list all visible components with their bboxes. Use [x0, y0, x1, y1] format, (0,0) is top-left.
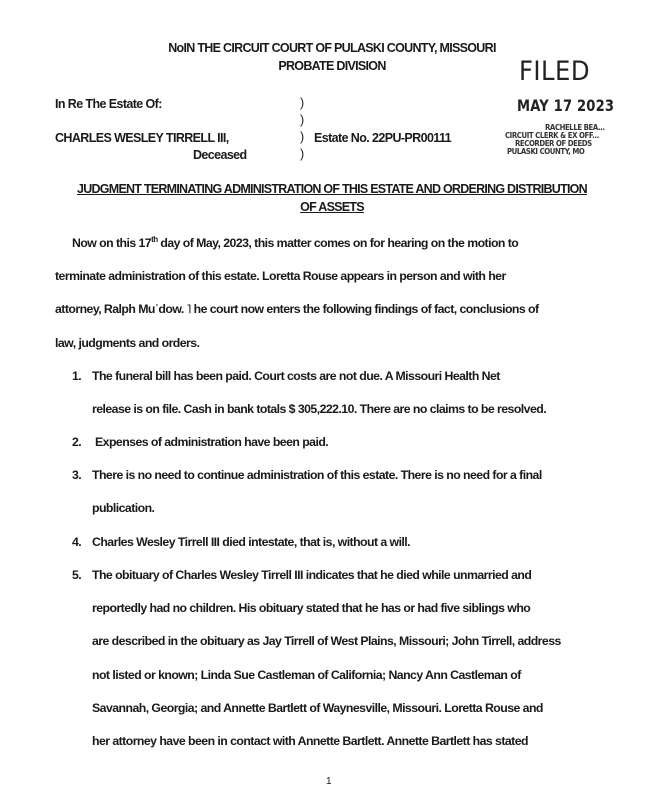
finding-line: The obituary of Charles Wesley Tirrell III indicates that he died while unmarried and: [92, 568, 532, 582]
intro-line-1: [72, 236, 518, 250]
filed-stamp-recorder: RECORDER OF DEEDS: [515, 138, 592, 148]
finding-line: release is on file. Cash in bank totals $ 305,222.10. There are no claims to be resolved.: [92, 402, 547, 416]
intro-line-4: law, judgments and orders.: [55, 336, 200, 350]
finding-line: There is no need to continue administration of this estate. There is no need for a final: [92, 468, 542, 482]
court-title: NoIN THE CIRCUIT COURT OF PULASKI COUNTY, MISSOURI: [168, 41, 496, 55]
finding-line: publication.: [92, 501, 155, 515]
finding-line: are described in the obituary as Jay Tirrell of West Plains, Missouri; John Tirrell, address: [92, 634, 561, 648]
caption-paren: ): [300, 130, 304, 144]
caption-in-re: In Re The Estate Of:: [55, 97, 162, 111]
finding-line: Savannah, Georgia; and Annette Bartlett of Waynesville, Missouri. Loretta Rouse and: [92, 701, 543, 715]
caption-deceased: Deceased: [193, 148, 247, 162]
filed-stamp-date: MAY 17 2023: [517, 96, 615, 115]
finding-number: 3.: [72, 468, 82, 482]
caption-decedent: CHARLES WESLEY TIRRELL III,: [55, 131, 229, 145]
filed-stamp-office: CIRCUIT CLERK & EX OFF...: [505, 130, 599, 140]
finding-line: not listed or known; Linda Sue Castleman of California; Nancy Ann Castleman of: [92, 668, 521, 682]
filed-stamp-county: PULASKI COUNTY, MO: [507, 146, 585, 156]
finding-line: The funeral bill has been paid. Court costs are not due. A Missouri Health Net: [92, 369, 500, 383]
intro-text: Now on this 17: [72, 236, 152, 250]
ordinal-suffix: th: [151, 235, 158, 244]
finding-number: 4.: [72, 535, 82, 549]
finding-line: reportedly had no children. His obituary stated that he has or had five siblings who: [92, 601, 531, 615]
finding-line: Expenses of administration have been paid.: [95, 435, 329, 449]
finding-number: 5.: [72, 568, 82, 582]
court-division: PROBATE DIVISION: [278, 59, 386, 73]
caption-paren: ): [300, 147, 304, 161]
caption-paren: ): [300, 113, 304, 127]
filed-stamp-clerk: RACHELLE BEA...: [545, 122, 605, 132]
finding-line: Charles Wesley Tirrell III died intestate, that is, without a will.: [92, 535, 411, 549]
intro-text: day of May, 2023, this matter comes on for hearing on the motion to: [157, 236, 519, 250]
filed-stamp-label: FILED: [519, 56, 591, 87]
caption-paren: ): [300, 96, 304, 110]
judgment-title-line2: OF ASSETS: [300, 200, 364, 214]
intro-line-3: attorney, Ralph Muʿdow. ˥ he court now enters the following findings of fact, conclusions of: [55, 302, 539, 316]
page-number: 1: [326, 776, 332, 787]
finding-number: 1.: [72, 369, 82, 383]
estate-number: Estate No. 22PU-PR00111: [314, 131, 451, 145]
finding-line: her attorney have been in contact with Annette Bartlett. Annette Bartlett has stated: [92, 734, 528, 748]
finding-number: 2.: [72, 435, 82, 449]
judgment-title-line1: JUDGMENT TERMINATING ADMINISTRATION OF THIS ESTATE AND ORDERING DISTRIBUTION: [77, 182, 587, 196]
intro-line-2: terminate administration of this estate. Loretta Rouse appears in person and with her: [55, 269, 506, 283]
